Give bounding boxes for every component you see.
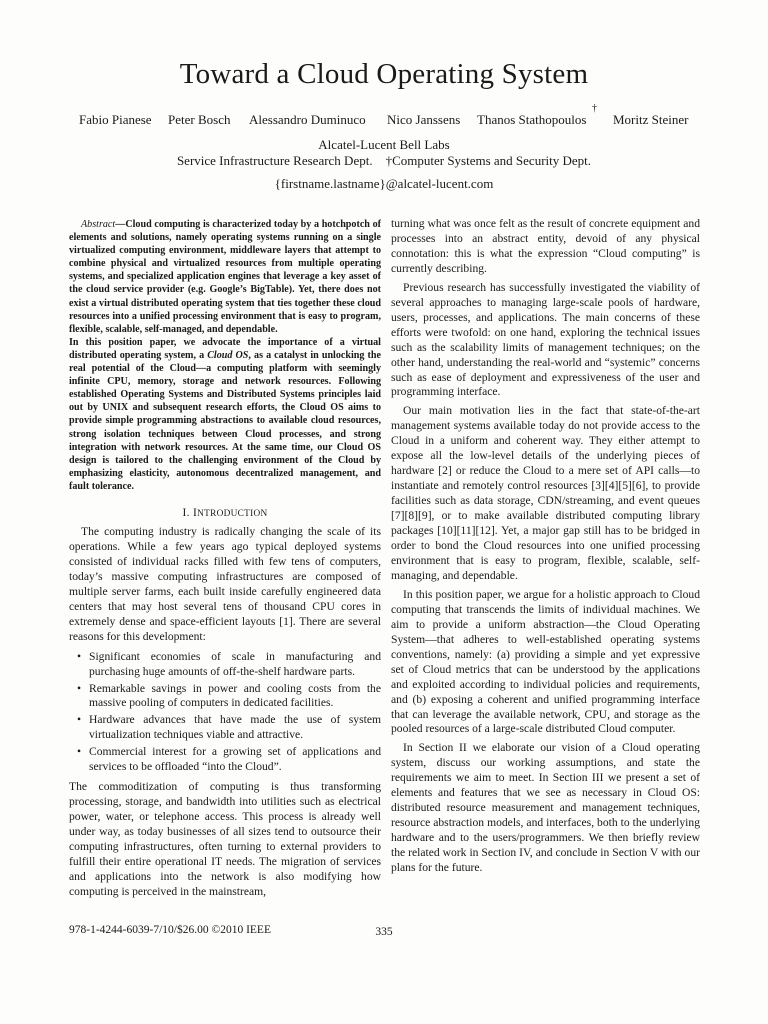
body-paragraph: In Section II we elaborate our vision of a Cloud operating system, discuss our working assumptions, and state the requirements we aim to meet. In Section III we present a set of elements and features that we see as necessary in Cloud OS: distributed resource measurement and management techniques, resource abstraction models, and interfaces, both to the underlying hardware and to the users/programmers. We then briefly review the related work in Section IV, and conclude in Section V with our plans for the future. [391, 741, 700, 875]
abstract-paragraph-2 [69, 336, 381, 493]
author-name: Moritz Steiner [613, 112, 689, 127]
right-column [391, 217, 700, 880]
abstract-emphasis: Cloud OS [207, 349, 249, 361]
left-column [69, 218, 381, 904]
bullet-icon: • [77, 681, 82, 695]
body-paragraph: Our main motivation lies in the fact that state-of-the-art management systems available today do not provide access to the Cloud in a uniform and coherent way. They either attempt to expose all the low-level details of the underlying pieces of hardware [2] or reduce the Cloud to a mere set of API calls—to instantiate and remotely control resources [3][4][5][6], to provide facilities such as data storage, CDN/streaming, and event queues [7][8][9], or to make available distributed computing library packages [10][11][12]. Yet, a major gap still has to be bridged in order to bond the Cloud resources into one unified processing environment that is easy to program, flexible, scalable, self-managing, and dependable. [391, 404, 700, 582]
bullet-icon: • [77, 649, 82, 663]
author-name: Peter Bosch [168, 112, 231, 127]
list-item [77, 745, 381, 775]
author-name: Thanos Stathopoulos [477, 112, 587, 127]
list-item [77, 649, 381, 680]
bullet-list [69, 650, 381, 776]
author-name: Fabio Pianese [79, 112, 152, 127]
body-paragraph: The commoditization of computing is thus transforming processing, storage, and bandwidth into utilities such as electrical power, water, or telephone access. This process is already well under way, as today businesses of all sizes tend to outsource their computing infrastructures, often turning to external providers to fulfill their entire operational IT needs. The migration of services and applications into the network is also modifying how computing is perceived in the mainstream, [69, 780, 381, 898]
body-paragraph: The computing industry is radically changing the scale of its operations. While a few years ago typical deployed systems consisted of individual racks filled with few tens of computers, today’s massive computing infrastructures are composed of multiple server farms, each built inside carefully engineered data centers that may host several tens of thousand CPU cores in extremely dense and space-efficient layouts [1]. There are several reasons for this development: [69, 524, 381, 643]
section-number: I. [182, 506, 193, 519]
affiliation-depts: Service Infrastructure Research Dept. †Computer Systems and Security Dept. [176, 153, 592, 168]
footer-isbn: 978-1-4244-6039-7/10/$26.00 ©2010 IEEE [69, 924, 271, 936]
section-heading [69, 507, 381, 519]
abstract-label: Abstract [81, 219, 116, 230]
body-paragraph: Previous research has successfully investigated the viability of several approaches to managing large-scale pools of hardware, users, processes, and applications. The main concerns of these efforts were twofold: on one hand, exploring the technical issues such as the scalability limits of management techniques; on the other hand, understanding the real-world and “systemic” concerns such as ease of deployment and expressiveness of the user and programming interface. [391, 280, 700, 399]
body-paragraph: In this position paper, we argue for a holistic approach to Cloud computing that transcends the limits of individual machines. We aim to provide a uniform abstraction—the Cloud Operating System—that adheres to well-established operating systems conventions, namely: (a) providing a simple and yet expressive set of Cloud metrics that can be understood by the applications and exploited according to individual policies and requirements, and (b) exposing a coherent and unified programming interface that can leverage the available network, CPU, and storage as the pooled resources of a large-scale distributed Cloud computer. [391, 587, 700, 736]
abstract-paragraph [69, 218, 381, 336]
author-dagger: † [592, 103, 597, 114]
affiliation-email: {firstname.lastname}@alcatel-lucent.com [274, 176, 494, 191]
list-item-text: Commercial interest for a growing set of applications and services to be offloaded “into the Cloud”. [89, 745, 381, 774]
section-title-initial: I [192, 506, 198, 519]
list-item [77, 713, 381, 743]
author-name: Alessandro Duminuco [249, 112, 366, 127]
list-item-text: Remarkable savings in power and cooling costs from the massive pooling of computers in dedicated facilities. [89, 681, 381, 710]
abstract-text: , as a catalyst in unlocking the real potential of the Cloud—a computing platform with seemingly infinite CPU, memory, storage and network resources. Following established Operating Systems and Distributed Systems principles laid out by UNIX and subsequent research efforts, the Cloud OS aims to provide simple programming abstractions to available cloud resources, strong isolation techniques between Cloud processes, and strong integration with network resources. At the same time, our Cloud OS design is tailored to the challenging environment of the Cloud by emphasizing elasticity, autonomous decentralized management, and fault tolerance. [69, 349, 381, 492]
section-title-rest: NTRODUCTION [197, 508, 268, 519]
page-number: 335 [375, 926, 393, 938]
body-paragraph: turning what was once felt as the result of concrete equipment and processes into an abstract entity, devoid of any physical connotation: this is what the expression “Cloud computing” is currently describing. [391, 217, 700, 275]
abstract-text: —Cloud computing is characterized today by a hotchpotch of elements and solutions, namely operating systems running on a single virtualized computing environment, middleware layers that attempt to combine physical and virtualized resources from multiple operating systems, and specialized application engines that leverage a key asset of the cloud service provider (e.g. Google’s BigTable). Yet, there does not exist a virtual distributed operating system that ties together these cloud resources into a unified processing environment that is easy to program, flexible, scalable, self-managed, and dependable. [69, 219, 381, 335]
list-item-text: Hardware advances that have made the use of system virtualization techniques viable and attractive. [89, 713, 381, 742]
bullet-icon: • [77, 713, 82, 727]
bullet-icon: • [77, 745, 82, 759]
paper-title: Toward a Cloud Operating System [179, 58, 589, 90]
abstract-text: In this position paper, we advocate the importance of a virtual distributed operating system, a [69, 336, 381, 361]
list-item-text: Significant economies of scale in manufacturing and purchasing huge amounts of off-the-shelf hardware parts. [89, 649, 381, 678]
affiliation-org: Alcatel-Lucent Bell Labs [318, 137, 450, 152]
list-item [77, 681, 381, 712]
author-name: Nico Janssens [387, 112, 461, 127]
